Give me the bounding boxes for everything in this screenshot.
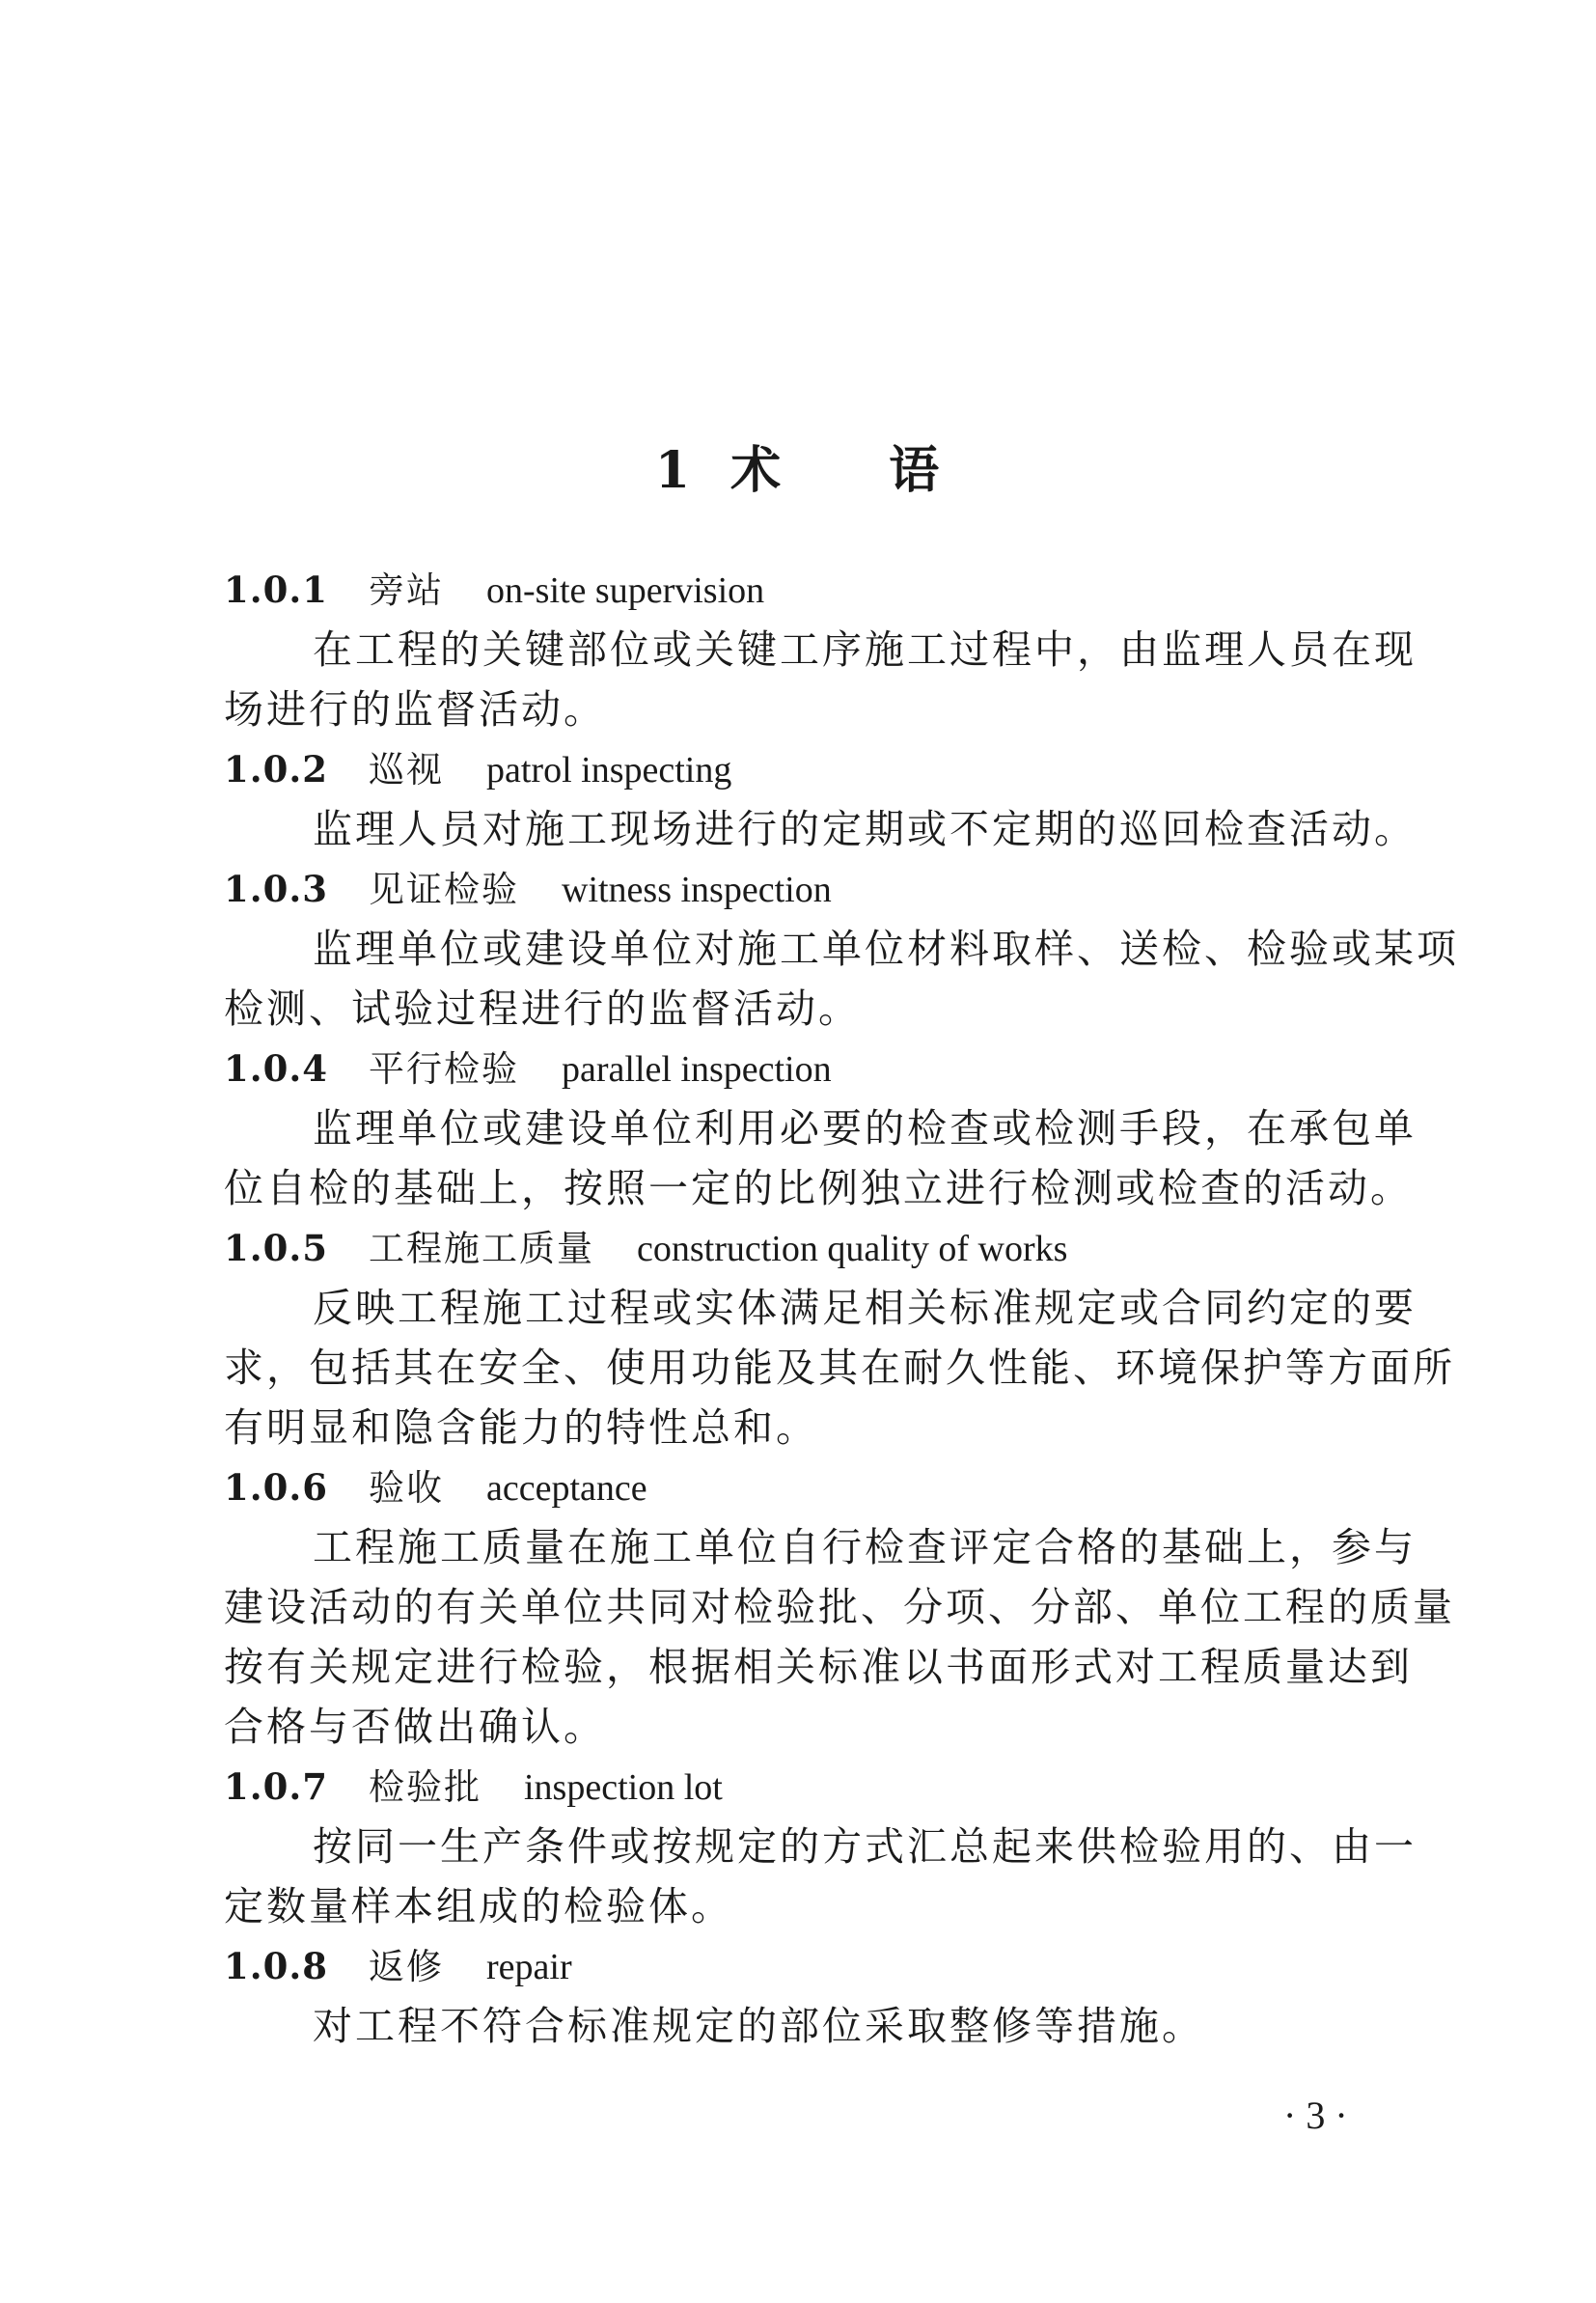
term-heading	[224, 1218, 1430, 1278]
page-number: · 3 ·	[1283, 2094, 1348, 2137]
definition-line: 按有关规定进行检验，根据相关标准以书面形式对工程质量达到	[224, 1644, 1413, 1690]
definition-line: 检测、试验过程进行的监督活动。	[224, 985, 861, 1032]
term-heading	[224, 1457, 1430, 1517]
term-english: inspection lot	[524, 1767, 723, 1808]
definition-line: 求，包括其在安全、使用功能及其在耐久性能、环境保护等方面所	[224, 1345, 1455, 1391]
definition-line: 监理单位或建设单位对施工单位材料取样、送检、检验或某项	[313, 926, 1459, 972]
term-number: 1.0.4	[224, 1047, 328, 1090]
term-english: on-site supervision	[486, 570, 765, 611]
term-english: repair	[486, 1947, 572, 1987]
term-entry	[224, 1457, 1455, 1757]
term-definition	[224, 1278, 1455, 1457]
definition-line: 对工程不符合标准规定的部位采取整修等措施。	[313, 2003, 1204, 2049]
term-number: 1.0.5	[224, 1227, 328, 1269]
chapter-title-char-2: 语	[889, 441, 942, 500]
term-chinese: 工程施工质量	[369, 1228, 594, 1269]
term-heading	[224, 1039, 1430, 1098]
definition-line: 场进行的监督活动。	[224, 686, 606, 733]
definition-line: 按同一生产条件或按规定的方式汇总起来供检验用的、由一	[313, 1823, 1417, 1870]
term-entry	[224, 560, 1430, 739]
definition-line: 监理人员对施工现场进行的定期或不定期的巡回检查活动。	[313, 806, 1417, 852]
term-chinese: 平行检验	[369, 1048, 519, 1090]
term-chinese: 验收	[369, 1467, 444, 1509]
definition-line: 有明显和隐含能力的特性总和。	[224, 1404, 818, 1451]
definition-line: 反映工程施工过程或实体满足相关标准规定或合同约定的要	[313, 1285, 1417, 1331]
definition-line: 在工程的关键部位或关键工序施工过程中，由监理人员在现	[313, 626, 1417, 673]
term-english: patrol inspecting	[486, 750, 732, 791]
term-entry	[224, 1218, 1455, 1457]
definition-line: 建设活动的有关单位共同对检验批、分项、分部、单位工程的质量	[224, 1584, 1455, 1630]
term-heading	[224, 560, 1430, 620]
term-entry	[224, 1039, 1430, 1218]
chapter-title-char-1: 术	[730, 441, 784, 500]
term-heading	[224, 859, 1430, 919]
definition-line: 定数量样本组成的检验体。	[224, 1883, 733, 1929]
chapter-title	[0, 430, 1596, 502]
term-number: 1.0.1	[224, 569, 328, 611]
definition-line: 位自检的基础上，按照一定的比例独立进行检测或检查的活动。	[224, 1165, 1413, 1211]
terms-list	[224, 560, 1459, 2056]
chapter-number: 1	[654, 441, 693, 500]
definition-line: 工程施工质量在施工单位自行检查评定合格的基础上，参与	[313, 1524, 1417, 1570]
term-heading	[224, 1936, 1430, 1996]
term-number: 1.0.7	[224, 1765, 328, 1808]
term-entry	[224, 859, 1459, 1039]
term-definition	[224, 1098, 1430, 1218]
term-chinese: 返修	[369, 1946, 444, 1987]
term-chinese: 旁站	[369, 569, 444, 611]
term-entry	[224, 1757, 1430, 1936]
term-heading	[224, 1757, 1430, 1817]
term-definition	[224, 1996, 1430, 2056]
term-english: witness inspection	[562, 870, 832, 910]
term-chinese: 检验批	[369, 1766, 482, 1808]
term-heading	[224, 739, 1430, 799]
term-definition	[224, 1517, 1455, 1757]
term-entry	[224, 739, 1430, 859]
term-number: 1.0.8	[224, 1945, 328, 1987]
term-entry	[224, 1936, 1430, 2056]
term-definition	[224, 620, 1430, 739]
term-number: 1.0.3	[224, 868, 328, 910]
term-definition	[224, 799, 1430, 859]
term-number: 1.0.2	[224, 748, 328, 791]
definition-line: 监理单位或建设单位利用必要的检查或检测手段，在承包单	[313, 1105, 1417, 1152]
term-english: parallel inspection	[562, 1049, 832, 1090]
term-chinese: 巡视	[369, 749, 444, 791]
term-number: 1.0.6	[224, 1466, 328, 1509]
term-english: construction quality of works	[637, 1229, 1068, 1269]
term-chinese: 见证检验	[369, 869, 519, 910]
term-english: acceptance	[486, 1468, 647, 1509]
term-definition	[224, 919, 1459, 1039]
term-definition	[224, 1817, 1430, 1936]
definition-line: 合格与否做出确认。	[224, 1704, 606, 1750]
